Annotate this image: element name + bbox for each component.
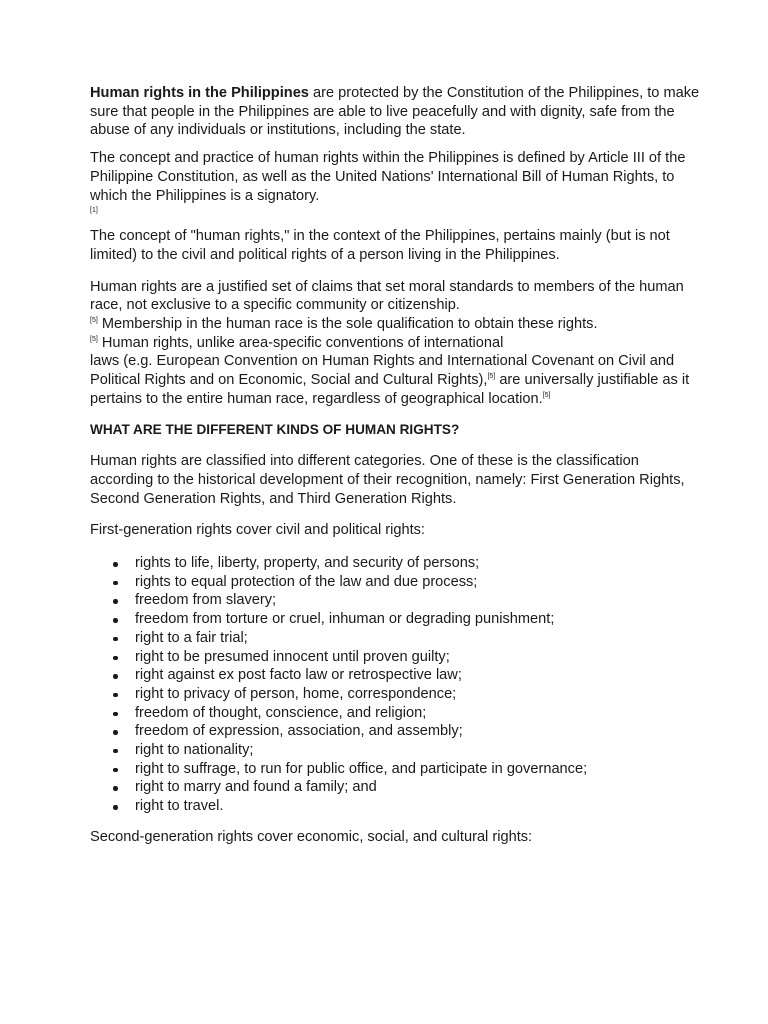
footnote-ref[interactable]: [5] bbox=[90, 335, 98, 343]
document-page bbox=[90, 84, 700, 846]
list-item: right to a fair trial; bbox=[90, 629, 700, 648]
concept-paragraph bbox=[90, 149, 700, 215]
justified-line-3b: laws (e.g. European Convention on Human Rights and International Covenant on Civil and Political Rights and on Economic, Social and Cultural Rights), bbox=[90, 353, 675, 389]
first-gen-intro: First-generation rights cover civil and political rights: bbox=[90, 522, 425, 539]
list-item: right to suffrage, to run for public office, and participate in governance; bbox=[90, 760, 700, 779]
list-item: right to be presumed innocent until proven guilty; bbox=[90, 648, 700, 667]
section-heading: WHAT ARE THE DIFFERENT KINDS OF HUMAN RIGHTS? bbox=[90, 421, 460, 437]
second-gen-intro: Second-generation rights cover economic, social, and cultural rights: bbox=[90, 828, 533, 845]
list-item: right to privacy of person, home, correspondence; bbox=[90, 685, 700, 704]
list-item: right to travel. bbox=[90, 797, 700, 816]
concept-text: The concept and practice of human rights within the Philippines is defined by Article III of the Philippine Constitution, as well as the United Nations' International Bill of Human Rights, to which the Philippines is a signatory. bbox=[90, 150, 686, 204]
footnote-ref[interactable]: [1] bbox=[90, 207, 98, 215]
intro-text: are protected by the Constitution of the Philippines, to make sure that people in the Philippines are able to live peacefully and with dignity, safe from the abuse of any individuals or institutions, including the state. bbox=[90, 85, 700, 139]
list-item: right against ex post facto law or retrospective law; bbox=[90, 666, 700, 685]
concept-footnote-line bbox=[90, 205, 700, 215]
justified-line-2: Membership in the human race is the sole qualification to obtain these rights. bbox=[97, 316, 598, 333]
intro-paragraph bbox=[90, 84, 700, 140]
list-item: freedom from torture or cruel, inhuman or degrading punishment; bbox=[90, 610, 700, 629]
intro-bold-title: Human rights in the Philippines bbox=[90, 85, 309, 101]
list-item: rights to equal protection of the law and due process; bbox=[90, 573, 700, 592]
footnote-ref[interactable]: [5] bbox=[90, 317, 98, 325]
justified-line-3a: Human rights, unlike area-specific conventions of international bbox=[97, 334, 504, 351]
first-gen-list bbox=[90, 554, 700, 816]
justified-line-4: are universally justifiable as it pertains to the entire human race, regardless of geographical location. bbox=[90, 372, 690, 407]
list-item: rights to life, liberty, property, and security of persons; bbox=[90, 554, 700, 573]
list-item: freedom of thought, conscience, and religion; bbox=[90, 704, 700, 723]
list-item: right to nationality; bbox=[90, 741, 700, 760]
list-item: right to marry and found a family; and bbox=[90, 778, 700, 797]
classification-paragraph: Human rights are classified into different categories. One of these is the classification according to the historical development of their recognition, namely: First Generation Rights, Second Generation Rights, and Third Generation Rights. bbox=[90, 453, 685, 507]
footnote-ref[interactable]: [5] bbox=[487, 373, 496, 381]
justified-line-1: Human rights are a justified set of claims that set moral standards to members of the human race, not exclusive to a specific community or citizenship. bbox=[90, 278, 684, 314]
list-item: freedom from slavery; bbox=[90, 591, 700, 610]
context-paragraph: The concept of "human rights," in the context of the Philippines, pertains mainly (but is not limited) to the civil and political rights of a person living in the Philippines. bbox=[90, 228, 670, 263]
footnote-ref[interactable]: [5] bbox=[542, 391, 551, 399]
list-item: freedom of expression, association, and assembly; bbox=[90, 722, 700, 741]
justified-paragraph bbox=[90, 278, 700, 409]
